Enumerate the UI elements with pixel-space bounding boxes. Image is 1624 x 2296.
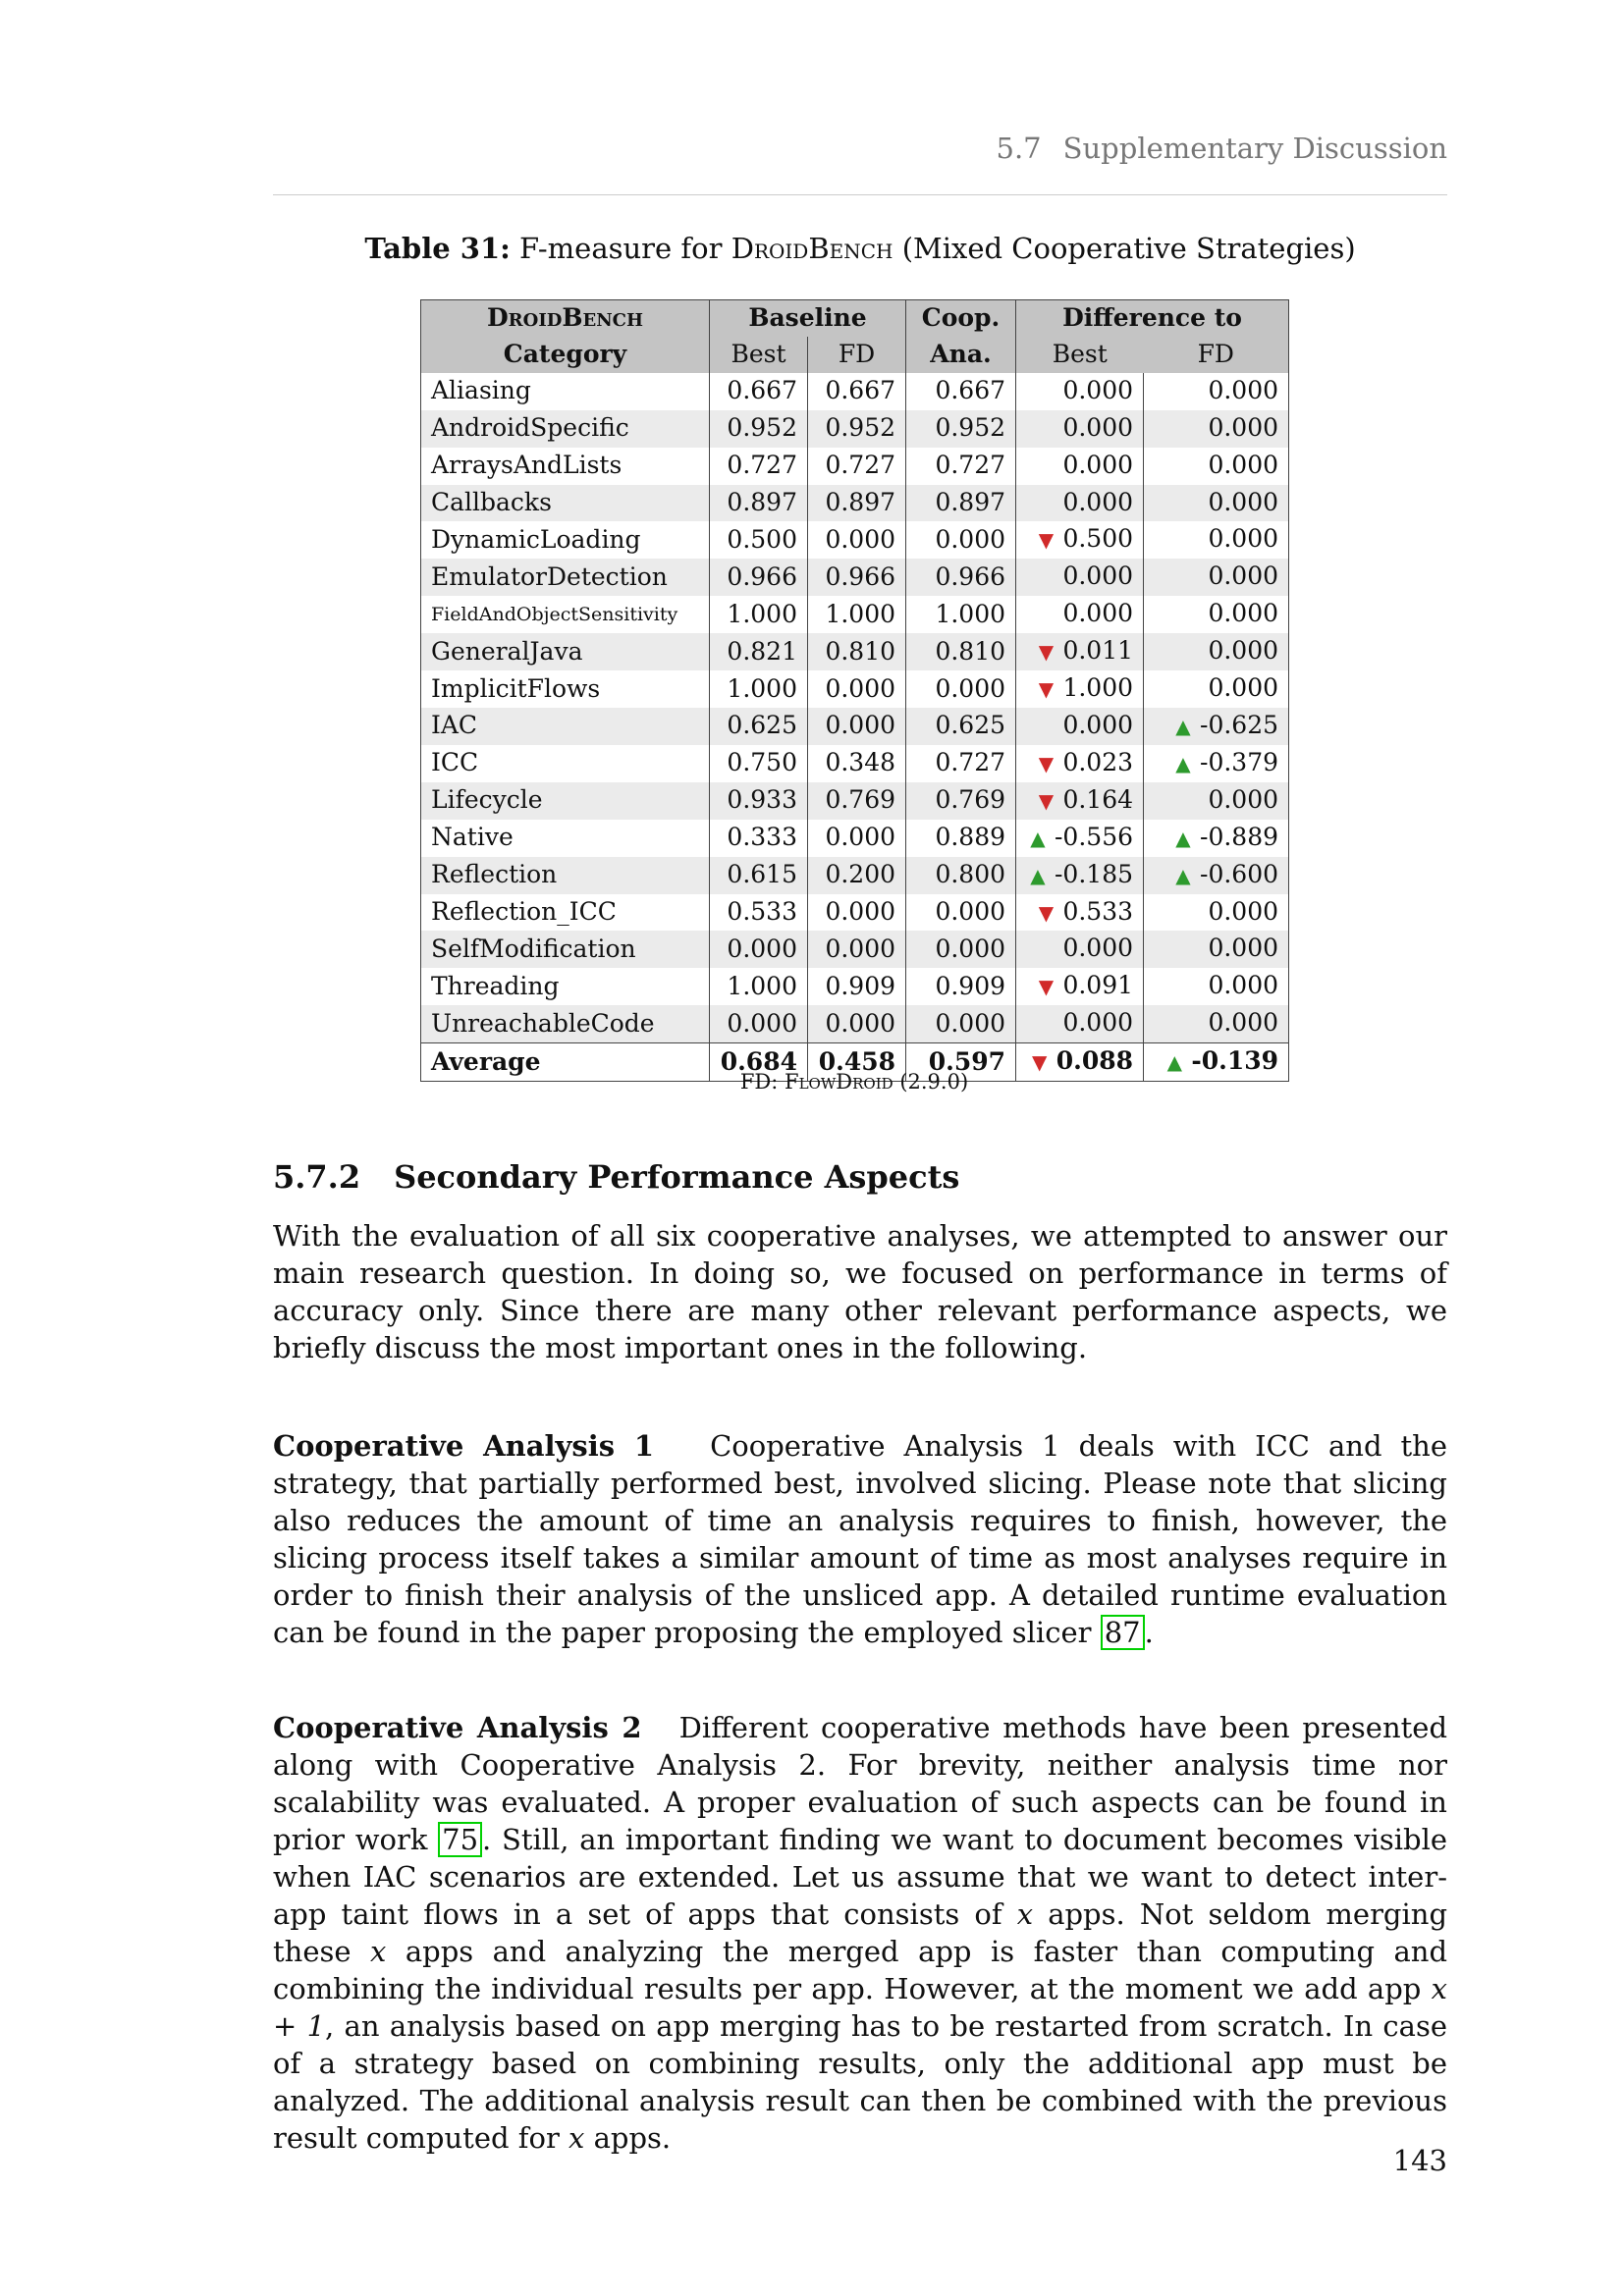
cell-diff-fd bbox=[1144, 410, 1289, 448]
table-footnote bbox=[420, 1070, 1288, 1094]
cell-baseline-best: 1.000 bbox=[710, 596, 808, 633]
cell-diff-best-value: 0.000 bbox=[1062, 934, 1134, 963]
header-rule bbox=[273, 194, 1447, 195]
table-caption-text-before: F-measure for bbox=[519, 232, 731, 265]
running-head-title: Supplementary Discussion bbox=[1062, 132, 1447, 165]
cell-diff-best bbox=[1016, 931, 1144, 968]
cell-diff-fd-value: 0.000 bbox=[1208, 934, 1279, 963]
section-number: 5.7.2 bbox=[273, 1158, 361, 1196]
trend-down-icon: ▼ bbox=[1038, 751, 1055, 775]
cell-category: FieldAndObjectSensitivity bbox=[431, 603, 678, 625]
cell-category: UnreachableCode bbox=[421, 1005, 710, 1042]
cell-category: ImplicitFlows bbox=[431, 673, 601, 703]
cell-diff-best bbox=[1016, 596, 1144, 633]
cell-diff-fd bbox=[1144, 931, 1289, 968]
cell-baseline-best: 1.000 bbox=[710, 968, 808, 1005]
cell-diff-fd bbox=[1144, 857, 1289, 894]
cell-diff-fd-value: -0.600 bbox=[1200, 859, 1279, 888]
cell-diff-best bbox=[1016, 894, 1144, 932]
table-row bbox=[421, 559, 1289, 596]
ca2-heading: Cooperative Analysis 2 bbox=[273, 1711, 642, 1744]
cell-baseline-best: 0.000 bbox=[710, 931, 808, 968]
table-row bbox=[421, 894, 1289, 932]
cell-diff-fd bbox=[1144, 596, 1289, 633]
cell-diff-fd bbox=[1144, 745, 1289, 782]
trend-down-icon: ▼ bbox=[1038, 677, 1055, 702]
cell-diff-best bbox=[1016, 968, 1144, 1005]
cell-diff-fd-value: 0.000 bbox=[1208, 450, 1279, 479]
cell-category: AndroidSpecific bbox=[421, 410, 710, 448]
ca2-text-4: apps and analyzing the merged app is faster than computing and combining the individual results per app. However, at the moment we add app bbox=[273, 1935, 1448, 2005]
cell-diff-best bbox=[1016, 521, 1144, 559]
cell-diff-fd bbox=[1144, 448, 1289, 485]
cell-diff-best-value: 1.000 bbox=[1062, 673, 1134, 703]
header-category: DroidBench bbox=[421, 300, 710, 337]
cell-baseline-fd: 0.769 bbox=[808, 782, 906, 820]
cell-diff-best-value: -0.185 bbox=[1054, 859, 1134, 888]
cell-diff-best-value: 0.088 bbox=[1056, 1046, 1134, 1076]
header-coop-line2: Ana. bbox=[906, 337, 1016, 373]
table-caption-text-after: (Mixed Cooperative Strategies) bbox=[893, 232, 1356, 265]
cell-diff-best-value: 0.533 bbox=[1062, 896, 1134, 926]
ca1-end: . bbox=[1144, 1616, 1154, 1649]
header-baseline: Baseline bbox=[710, 300, 906, 337]
cell-diff-fd-value: -0.139 bbox=[1191, 1046, 1279, 1076]
cell-category: Threading bbox=[431, 971, 560, 1000]
cell-diff-fd bbox=[1144, 633, 1289, 670]
header-coop: Coop. bbox=[906, 300, 1016, 337]
cell-baseline-best: 0.684 bbox=[710, 1043, 808, 1082]
cell-category: EmulatorDetection bbox=[421, 559, 710, 596]
cell-diff-best-value: 0.000 bbox=[1062, 1008, 1134, 1038]
cell-category: ICC bbox=[431, 748, 479, 777]
cell-coop: 0.800 bbox=[906, 857, 1016, 894]
cell-coop: 0.769 bbox=[906, 782, 1016, 820]
ca1-text: Cooperative Analysis 1 deals with ICC and the strategy, that partially performed best, involved slicing. Please note that slicing also reduces the amount of time an analysis requires to finish, however, the slicing process itself takes a similar amount of time as most analyses require in order to finish their analysis of the unsliced app. A detailed runtime evaluation can be found in the paper proposing the employed slicer bbox=[273, 1429, 1448, 1649]
cell-category: Reflection bbox=[421, 857, 710, 894]
cell-diff-best bbox=[1016, 633, 1144, 670]
table-row bbox=[421, 708, 1289, 745]
cell-baseline-best: 0.821 bbox=[710, 633, 808, 670]
table-header-row bbox=[421, 300, 1289, 337]
ca2-text-2: . Still, an important finding we want to document becomes visible when IAC scenarios are extended. Let us assume that we want to detect inter-app taint flows in a set of apps that consists of bbox=[273, 1823, 1448, 1931]
ca1-paragraph bbox=[273, 1427, 1447, 1651]
footnote-suffix: (2.9.0) bbox=[893, 1070, 969, 1094]
cell-diff-fd-value: -0.889 bbox=[1200, 822, 1279, 851]
cell-diff-fd-value: 0.000 bbox=[1208, 375, 1279, 404]
table-row bbox=[421, 745, 1289, 782]
cell-diff-fd-value: 0.000 bbox=[1208, 1008, 1279, 1038]
header-diff-fd: FD bbox=[1144, 337, 1289, 373]
cell-baseline-best: 0.897 bbox=[710, 485, 808, 522]
cell-diff-best bbox=[1016, 410, 1144, 448]
trend-up-icon: ▲ bbox=[1175, 863, 1191, 887]
table-caption bbox=[273, 232, 1447, 265]
cell-baseline-fd: 0.458 bbox=[808, 1043, 906, 1082]
cell-category: Native bbox=[431, 823, 514, 852]
cell-baseline-best: 0.667 bbox=[710, 373, 808, 410]
cell-baseline-fd: 0.000 bbox=[808, 931, 906, 968]
cell-coop: 0.625 bbox=[906, 708, 1016, 745]
ca1-heading: Cooperative Analysis 1 bbox=[273, 1429, 655, 1463]
cell-baseline-fd: 0.000 bbox=[808, 1005, 906, 1042]
cell-diff-best-value: 0.000 bbox=[1062, 450, 1134, 479]
cell-diff-fd bbox=[1144, 782, 1289, 820]
table-row bbox=[421, 820, 1289, 857]
running-head bbox=[273, 132, 1447, 165]
cell-diff-fd-value: 0.000 bbox=[1208, 412, 1279, 442]
intro-paragraph: With the evaluation of all six cooperative analyses, we attempted to answer our main research question. In doing so, we focused on performance in terms of accuracy only. Since there are many other relevant performance aspects, we briefly discuss the most important ones in the following. bbox=[273, 1219, 1447, 1364]
cell-baseline-fd: 0.810 bbox=[808, 633, 906, 670]
table-body bbox=[421, 373, 1289, 1082]
results-table bbox=[420, 299, 1289, 1082]
cell-category: DynamicLoading bbox=[431, 524, 641, 554]
ca2-text-3: apps. Not seldom merging these bbox=[273, 1897, 1448, 1968]
cell-baseline-best: 0.933 bbox=[710, 782, 808, 820]
section-title: Secondary Performance Aspects bbox=[394, 1158, 960, 1196]
cell-diff-fd-value: 0.000 bbox=[1208, 636, 1279, 666]
cell-category: Lifecycle bbox=[421, 782, 710, 820]
table-row bbox=[421, 373, 1289, 410]
cell-baseline-best: 0.727 bbox=[710, 448, 808, 485]
cell-baseline-fd: 0.200 bbox=[808, 857, 906, 894]
cell-diff-fd-value: 0.000 bbox=[1208, 487, 1279, 516]
cell-diff-best bbox=[1016, 820, 1144, 857]
math-x: x bbox=[1016, 1897, 1034, 1931]
cell-diff-best bbox=[1016, 373, 1144, 410]
cell-diff-best bbox=[1016, 782, 1144, 820]
ca2-text-6: apps. bbox=[593, 2121, 672, 2155]
cell-diff-fd bbox=[1144, 670, 1289, 708]
cell-category: ArraysAndLists bbox=[431, 451, 623, 480]
table-row bbox=[421, 1005, 1289, 1042]
cell-diff-best bbox=[1016, 1005, 1144, 1042]
cell-coop: 0.000 bbox=[906, 670, 1016, 708]
cell-coop: 0.597 bbox=[906, 1043, 1016, 1082]
cell-baseline-fd: 0.909 bbox=[808, 968, 906, 1005]
trend-down-icon: ▼ bbox=[1038, 900, 1055, 925]
cell-diff-best bbox=[1016, 559, 1144, 596]
cell-diff-best-value: 0.000 bbox=[1062, 375, 1134, 404]
cell-diff-best-value: 0.023 bbox=[1062, 747, 1134, 776]
table-row bbox=[421, 857, 1289, 894]
cell-baseline-fd: 0.667 bbox=[808, 373, 906, 410]
table-row bbox=[421, 633, 1289, 670]
citation-75[interactable]: 75 bbox=[438, 1822, 482, 1857]
running-head-section-number: 5.7 bbox=[996, 132, 1042, 165]
trend-up-icon: ▲ bbox=[1175, 714, 1191, 738]
cell-diff-best bbox=[1016, 857, 1144, 894]
cell-coop: 0.810 bbox=[906, 633, 1016, 670]
cell-baseline-best: 0.000 bbox=[710, 1005, 808, 1042]
cell-diff-best-value: -0.556 bbox=[1054, 822, 1134, 851]
cell-coop: 0.000 bbox=[906, 931, 1016, 968]
table-row bbox=[421, 596, 1289, 633]
citation-87[interactable]: 87 bbox=[1101, 1615, 1145, 1650]
table-row bbox=[421, 410, 1289, 448]
cell-diff-best-value: 0.000 bbox=[1062, 710, 1134, 739]
cell-diff-best bbox=[1016, 708, 1144, 745]
cell-baseline-best: 0.333 bbox=[710, 820, 808, 857]
trend-down-icon: ▼ bbox=[1032, 1050, 1048, 1075]
cell-coop: 0.966 bbox=[906, 559, 1016, 596]
cell-diff-best bbox=[1016, 670, 1144, 708]
math-x: x bbox=[370, 1935, 387, 1968]
trend-down-icon: ▼ bbox=[1038, 788, 1055, 813]
cell-baseline-fd: 0.000 bbox=[808, 521, 906, 559]
cell-diff-fd-value: 0.000 bbox=[1208, 524, 1279, 554]
cell-diff-best-value: 0.000 bbox=[1062, 561, 1134, 591]
cell-diff-fd bbox=[1144, 559, 1289, 596]
cell-baseline-best: 0.750 bbox=[710, 745, 808, 782]
cell-baseline-best: 0.500 bbox=[710, 521, 808, 559]
cell-diff-best bbox=[1016, 448, 1144, 485]
cell-coop: 0.889 bbox=[906, 820, 1016, 857]
cell-category: SelfModification bbox=[421, 931, 710, 968]
trend-up-icon: ▲ bbox=[1175, 826, 1191, 850]
cell-diff-fd-value: -0.625 bbox=[1200, 710, 1279, 739]
cell-coop: 0.727 bbox=[906, 448, 1016, 485]
cell-diff-fd bbox=[1144, 373, 1289, 410]
header-category-line2: Category bbox=[421, 337, 710, 373]
cell-diff-fd-value: 0.000 bbox=[1208, 561, 1279, 591]
cell-baseline-best: 0.966 bbox=[710, 559, 808, 596]
cell-baseline-fd: 0.897 bbox=[808, 485, 906, 522]
table-row bbox=[421, 782, 1289, 820]
table-caption-label: Table 31: bbox=[364, 232, 511, 265]
cell-diff-fd bbox=[1144, 521, 1289, 559]
trend-down-icon: ▼ bbox=[1038, 528, 1055, 553]
cell-baseline-best: 1.000 bbox=[710, 670, 808, 708]
math-x: x bbox=[568, 2121, 585, 2155]
table-row bbox=[421, 521, 1289, 559]
header-difference: Difference to bbox=[1016, 300, 1289, 337]
table-row bbox=[421, 670, 1289, 708]
cell-baseline-fd: 0.966 bbox=[808, 559, 906, 596]
header-baseline-best: Best bbox=[710, 337, 808, 373]
footnote-tool: FlowDroid bbox=[785, 1070, 893, 1094]
section-heading bbox=[273, 1158, 959, 1196]
cell-diff-fd bbox=[1144, 708, 1289, 745]
ca2-paragraph bbox=[273, 1709, 1447, 2157]
cell-category: IAC bbox=[421, 708, 710, 745]
cell-diff-best-value: 0.000 bbox=[1062, 412, 1134, 442]
cell-category: GeneralJava bbox=[421, 633, 710, 670]
cell-diff-best-value: 0.000 bbox=[1062, 599, 1134, 628]
cell-coop: 0.909 bbox=[906, 968, 1016, 1005]
cell-coop: 0.000 bbox=[906, 521, 1016, 559]
cell-diff-fd bbox=[1144, 820, 1289, 857]
cell-diff-best-value: 0.164 bbox=[1062, 784, 1134, 814]
trend-up-icon: ▲ bbox=[1175, 751, 1191, 775]
table-row bbox=[421, 448, 1289, 485]
cell-diff-fd bbox=[1144, 968, 1289, 1005]
cell-coop: 1.000 bbox=[906, 596, 1016, 633]
cell-baseline-fd: 1.000 bbox=[808, 596, 906, 633]
cell-diff-fd bbox=[1144, 1005, 1289, 1042]
trend-up-icon: ▲ bbox=[1030, 826, 1046, 850]
trend-down-icon: ▼ bbox=[1038, 975, 1055, 999]
trend-down-icon: ▼ bbox=[1038, 640, 1055, 665]
cell-diff-fd bbox=[1144, 894, 1289, 932]
cell-category: Average bbox=[421, 1043, 710, 1082]
cell-category: Reflection_ICC bbox=[431, 897, 617, 926]
cell-coop: 0.727 bbox=[906, 745, 1016, 782]
table-row bbox=[421, 485, 1289, 522]
cell-baseline-best: 0.615 bbox=[710, 857, 808, 894]
cell-coop: 0.952 bbox=[906, 410, 1016, 448]
cell-diff-fd bbox=[1144, 485, 1289, 522]
cell-coop: 0.000 bbox=[906, 894, 1016, 932]
cell-baseline-fd: 0.000 bbox=[808, 708, 906, 745]
cell-baseline-fd: 0.727 bbox=[808, 448, 906, 485]
table-subheader-row bbox=[421, 337, 1289, 373]
cell-diff-fd-value: -0.379 bbox=[1200, 747, 1279, 776]
cell-diff-best-value: 0.011 bbox=[1062, 636, 1134, 666]
cell-diff-best-value: 0.500 bbox=[1062, 524, 1134, 554]
cell-baseline-fd: 0.000 bbox=[808, 820, 906, 857]
page-number: 143 bbox=[1392, 2144, 1447, 2177]
cell-diff-fd-value: 0.000 bbox=[1208, 971, 1279, 1000]
cell-baseline-fd: 0.000 bbox=[808, 670, 906, 708]
cell-diff-best-value: 0.000 bbox=[1062, 487, 1134, 516]
cell-coop: 0.897 bbox=[906, 485, 1016, 522]
ca2-text-1: Different cooperative methods have been presented along with Cooperative Analysis 2. For brevity, neither analysis time nor scalability was evaluated. A proper evaluation of such aspects can be found in prior work bbox=[273, 1711, 1448, 1856]
cell-category: Callbacks bbox=[421, 485, 710, 522]
trend-up-icon: ▲ bbox=[1030, 863, 1046, 887]
cell-diff-best bbox=[1016, 485, 1144, 522]
cell-baseline-fd: 0.952 bbox=[808, 410, 906, 448]
cell-baseline-best: 0.533 bbox=[710, 894, 808, 932]
cell-baseline-fd: 0.348 bbox=[808, 745, 906, 782]
cell-category: Aliasing bbox=[431, 376, 531, 405]
cell-diff-fd-value: 0.000 bbox=[1208, 673, 1279, 703]
cell-diff-best bbox=[1016, 745, 1144, 782]
table-row bbox=[421, 931, 1289, 968]
table-row bbox=[421, 968, 1289, 1005]
cell-coop: 0.000 bbox=[906, 1005, 1016, 1042]
math-x-plus-one: x + 1 bbox=[273, 1972, 1447, 2043]
cell-coop: 0.667 bbox=[906, 373, 1016, 410]
cell-baseline-best: 0.952 bbox=[710, 410, 808, 448]
cell-diff-fd-value: 0.000 bbox=[1208, 784, 1279, 814]
header-diff-best: Best bbox=[1016, 337, 1144, 373]
header-baseline-fd: FD bbox=[808, 337, 906, 373]
cell-diff-fd-value: 0.000 bbox=[1208, 896, 1279, 926]
cell-baseline-fd: 0.000 bbox=[808, 894, 906, 932]
footnote-prefix: FD: bbox=[739, 1070, 785, 1094]
table-caption-tool: DroidBench bbox=[731, 232, 893, 265]
cell-baseline-best: 0.625 bbox=[710, 708, 808, 745]
cell-diff-fd-value: 0.000 bbox=[1208, 599, 1279, 628]
trend-up-icon: ▲ bbox=[1166, 1050, 1183, 1075]
cell-diff-best-value: 0.091 bbox=[1062, 971, 1134, 1000]
ca2-text-5: , an analysis based on app merging has to be restarted from scratch. In case of a strategy based on combining results, only the additional app must be analyzed. The additional analysis result can then be combined with the previous result computed for bbox=[273, 2009, 1447, 2155]
